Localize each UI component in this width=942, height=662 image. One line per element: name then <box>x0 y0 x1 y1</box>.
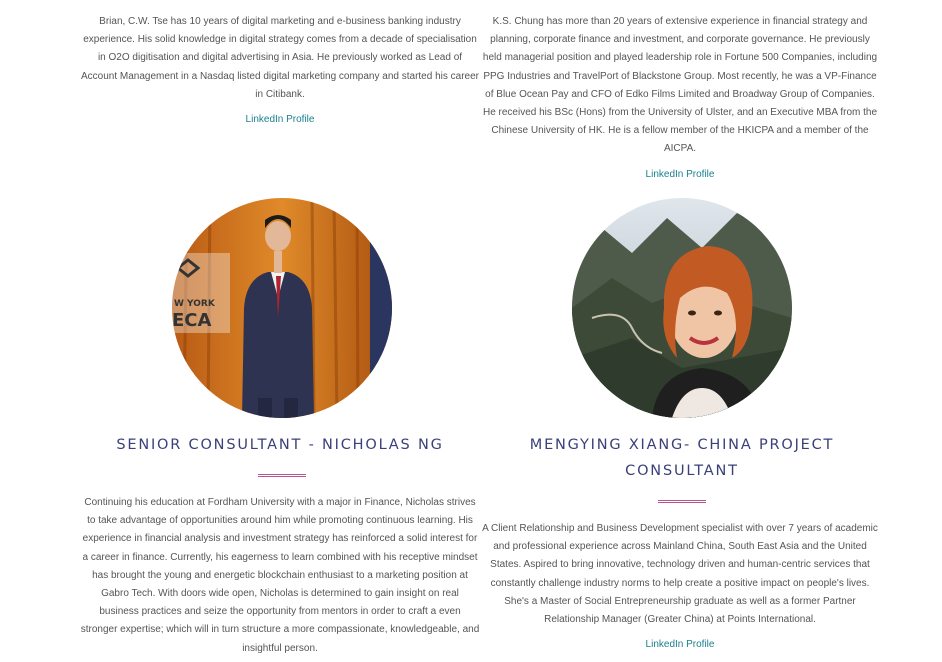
linkedin-profile-link[interactable]: LinkedIn Profile <box>245 114 315 126</box>
profile-brian-tse <box>80 13 480 125</box>
linkedin-profile-link[interactable]: LinkedIn Profile <box>645 168 715 180</box>
nicholas-ng-title: SENIOR CONSULTANT - NICHOLAS NG <box>116 437 444 453</box>
profile-bio: Brian, C.W. Tse has 10 years of digital marketing and e-business banking industry experience. His solid knowledge in digital strategy comes from a decade of specialisation in O2O digitisation and digital advertising in Asia. He previously worked as Lead of Account Management in a Nasdaq listed digital marketing company and started his career in Citibank. <box>81 16 479 100</box>
profile-bio: K.S. Chung has more than 20 years of extensive experience in financial strategy and planning, corporate finance and investment, and corporate governance. He previously held managerial position and played leadership role in Fortune 500 Companies, including PPG Industries and TravelPort of Blackstone Group. Most recently, he was a VP-Finance of Blue Ocean Pay and CFO of Edko Films Limited and Broadway Group of Companies. He received his BSc (Hons) from the University of Ulster, and an Executive MBA from the Chinese University of HK. He is a fellow member of the HKICPA and a member of the AICPA. <box>482 16 878 155</box>
linkedin-profile-link[interactable]: LinkedIn Profile <box>645 639 715 651</box>
heading-divider <box>258 474 306 477</box>
nicholas-ng-photo <box>172 198 392 418</box>
svg-text:W YORK: W YORK <box>174 299 215 309</box>
profile-ks-chung <box>480 13 880 180</box>
profile-bio: A Client Relationship and Business Development specialist with over 7 years of academic and professional experience across Mainland China, South East Asia and the United States. Aspired to bring innovative, technology driven and human-centric services that constantly challenge industry norms to help create a positive impact on people's lives. She's a Master of Social Entrepreneurship graduate as well as a former Partner Relationship Manager (Greater China) at Points International. <box>482 523 878 626</box>
profile-bio: Continuing his education at Fordham University with a major in Finance, Nicholas strives to take advantage of opportunities around him while promoting continuous learning. His experience in financial analysis and investment strategy has reinforced a solid interest for a career in finance. Currently, his eagerness to learn combined with his receptive mindset has brought the young and energetic blockchain enthusiast to a marketing position at Gabro Tech. With doors wide open, Nicholas is determined to gain insight on real business practices and seize the opportunity from mentors in order to craft a even stronger expertise; which will in turn structure a more compassionate, knowledgeable, and insightful person. <box>80 497 480 654</box>
profile-mengying-xiang <box>480 520 880 650</box>
heading-divider <box>658 500 706 503</box>
mengying-xiang-title: MENGYING XIANG- CHINA PROJECT CONSULTANT <box>529 437 835 479</box>
mengying-xiang-photo <box>572 198 792 418</box>
svg-text:ECA: ECA <box>172 310 212 331</box>
profile-nicholas-ng <box>80 494 480 658</box>
